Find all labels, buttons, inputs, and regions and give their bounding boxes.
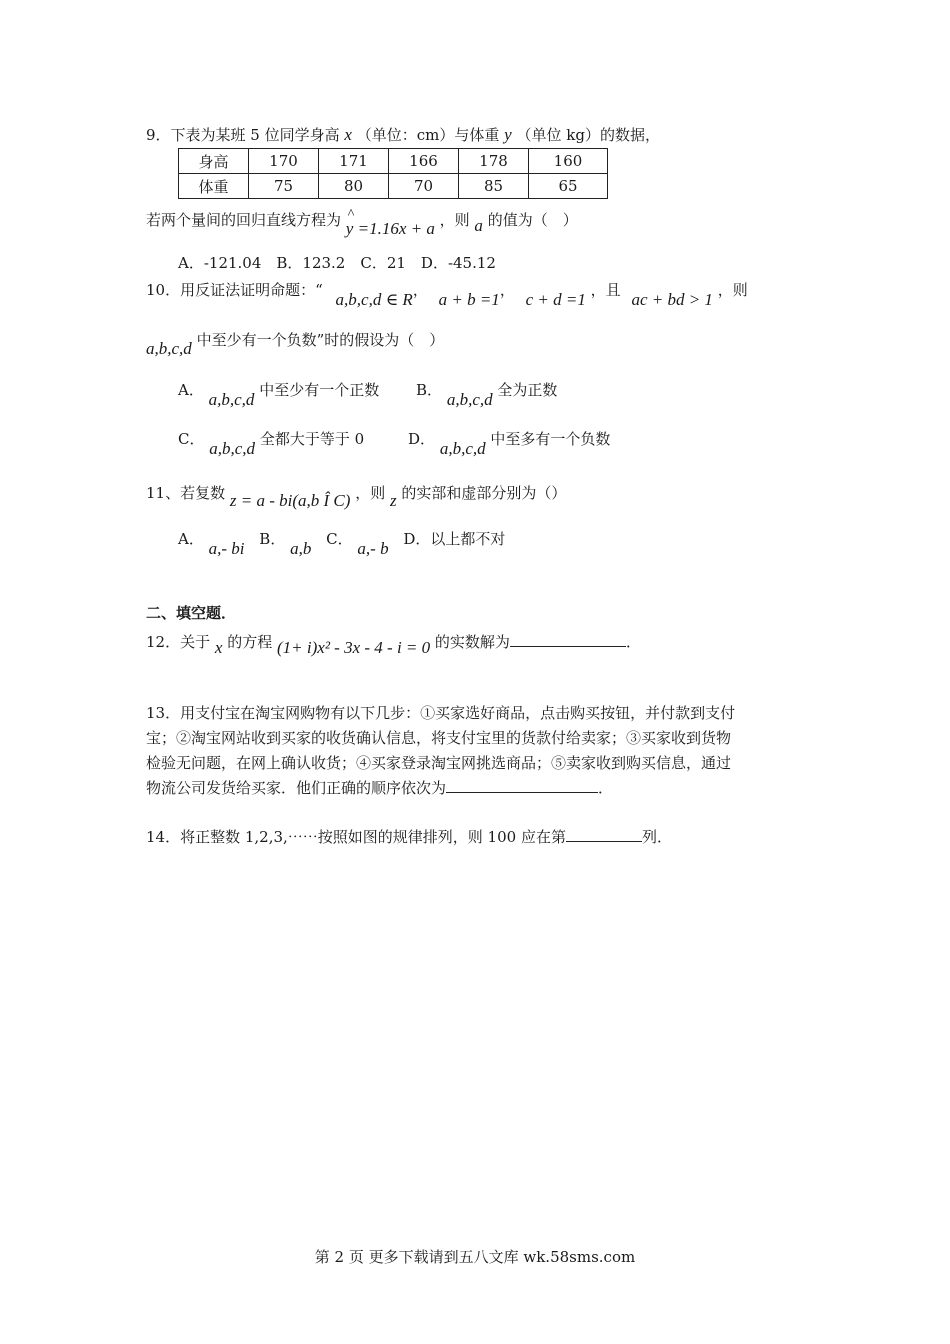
q10-cond1: a,b,c,d ∈ R	[335, 290, 413, 309]
table-cell: 75	[249, 174, 319, 199]
q9-line2-b: ，则	[439, 211, 470, 229]
q9-stem	[146, 121, 660, 149]
table-cell: 85	[459, 174, 529, 199]
q14-stem	[146, 824, 672, 851]
q9-line2-a: 若两个量间的回归直线方程为	[146, 211, 342, 229]
q9-var-a: a	[474, 216, 483, 235]
table-cell: 170	[249, 149, 319, 174]
q12-stem-c: 的实数解为	[434, 633, 510, 651]
q12-stem-b: 的方程	[227, 633, 273, 651]
q10-stem-line2	[146, 326, 445, 358]
q9-regression-equation: ^ y =1.16x + a	[346, 215, 435, 242]
q10-opt-a-text: 中至少有一个正数	[259, 381, 380, 399]
q11-var-z: z	[390, 491, 397, 510]
q10-opt-b-text: 全为正数	[497, 381, 558, 399]
q11-opt-a-label: A．	[178, 530, 204, 548]
q12-stem	[146, 628, 641, 656]
q14-stem-text: 14．将正整数 1,2,3,⋯⋯按照如图的规律排列，则 100 应在第	[146, 828, 566, 846]
q12-var-x: x	[214, 638, 223, 657]
q9-line2-c: 的值为（ ）	[487, 211, 578, 229]
q9-var-y: y	[504, 125, 512, 144]
q10-opt-b-label: B．	[416, 381, 443, 399]
q10-opt-a-vars: a,b,c,d	[208, 390, 255, 409]
q11-opt-c-label: C．	[326, 530, 353, 548]
table-row	[179, 149, 608, 174]
q11-opt-b-label: B．	[259, 530, 286, 548]
table-cell: 160	[529, 149, 608, 174]
q13-line-3: 检验无问题，在网上确认收货；④买家登录淘宝网挑选商品；⑤卖家收到购买信息，通过	[146, 754, 732, 772]
q13-line-2: 宝；②淘宝网站收到买家的收货确认信息，将支付宝里的货款付给卖家；③买家收到货物	[146, 729, 732, 747]
q10-opt-d-vars: a,b,c,d	[439, 439, 486, 458]
q11-opt-b: a,b	[290, 539, 312, 558]
table-cell: 65	[529, 174, 608, 199]
table-cell: 166	[389, 149, 459, 174]
q11-opt-d: D．以上都不对	[403, 530, 506, 548]
q11-opt-c: a,- b	[357, 539, 389, 558]
q12-end: ．	[625, 633, 641, 651]
q9-var-x: x	[344, 125, 352, 144]
table-cell: 体重	[179, 174, 249, 199]
q10-opt-c-text: 全都大于等于 0	[259, 430, 365, 448]
q11-stem-c: 的实部和虚部分别为（）	[401, 484, 567, 502]
q11-stem	[146, 479, 567, 510]
q10-stem-a: 10．用反证法证明命题：“	[146, 281, 323, 299]
q12-equation: (1+ i)x² - 3x - 4 - i = 0	[277, 638, 431, 657]
q11-stem-a: 11、若复数	[146, 484, 226, 502]
q9-data-table	[178, 148, 608, 199]
q13-line-4-text: 物流公司发货给买家．他们正确的顺序依次为	[146, 779, 447, 797]
q10-cond-then: ，则	[717, 281, 748, 299]
q10-opt-c-vars: a,b,c,d	[209, 439, 256, 458]
q12-stem-a: 12．关于	[146, 633, 211, 651]
q11-opt-a: a,- bi	[208, 539, 245, 558]
q10-cond3: c + d =1	[525, 290, 586, 309]
q10-opt-b-vars: a,b,c,d	[446, 390, 493, 409]
q11-stem-b: ，则	[355, 484, 386, 502]
q10-option-d	[408, 425, 611, 458]
q10-cond4: ac + bd > 1	[631, 290, 713, 309]
q9-stem-b: （单位：cm）与体重	[356, 126, 500, 144]
table-row	[179, 174, 608, 199]
q10-option-c	[178, 425, 365, 458]
q10-opt-a-label: A．	[178, 381, 204, 399]
q9-options: A．‐121.04 B．123.2 C．21 D．‐45.12	[178, 254, 496, 272]
q12-answer-blank[interactable]	[510, 632, 626, 647]
q9-stem-a: 9．下表为某班 5 位同学身高	[146, 126, 340, 144]
section-heading-fill-blank: 二、填空题．	[146, 604, 237, 622]
q14-end: 列．	[641, 828, 672, 846]
q10-opt-d-label: D．	[408, 430, 436, 448]
q10-cond-and: ，且	[590, 281, 621, 299]
q13-line-1: 13．用支付宝在淘宝网购物有以下几步：①买家选好商品，点击购买按钮，并付款到支付	[146, 704, 736, 722]
table-cell: 身高	[179, 149, 249, 174]
q10-stem: 10．用反证法证明命题：“ a,b,c,d ∈ R， a + b =1， c + d =1 ，且 ac + bd > 1 ，则	[146, 281, 748, 309]
q10-opt-d-text: 中至多有一个负数	[490, 430, 611, 448]
q11-options	[178, 525, 506, 558]
q9-equation-line	[146, 206, 578, 238]
table-cell: 178	[459, 149, 529, 174]
q10-option-a	[178, 376, 380, 409]
q10-option-b	[416, 376, 558, 409]
table-cell: 80	[319, 174, 389, 199]
table-cell: 70	[389, 174, 459, 199]
q14-answer-blank[interactable]	[566, 827, 642, 842]
q10-cond2: a + b =1	[438, 290, 500, 309]
table-cell: 171	[319, 149, 389, 174]
q13-end: ．	[598, 779, 614, 797]
q9-stem-c: （单位 kg）的数据，	[516, 126, 660, 144]
q13-line-4	[146, 775, 613, 802]
q10-stem-b: 中至少有一个负数”时的假设为（ ）	[196, 331, 445, 349]
q13-answer-blank[interactable]	[446, 778, 598, 793]
q10-opt-c-label: C．	[178, 430, 205, 448]
page-footer: 第 2 页 更多下载请到五八文库 wk.58sms.com	[314, 1248, 636, 1266]
q11-expression: z = a - bi(a,b Î C)	[229, 491, 351, 510]
q10-vars: a,b,c,d	[146, 339, 192, 358]
